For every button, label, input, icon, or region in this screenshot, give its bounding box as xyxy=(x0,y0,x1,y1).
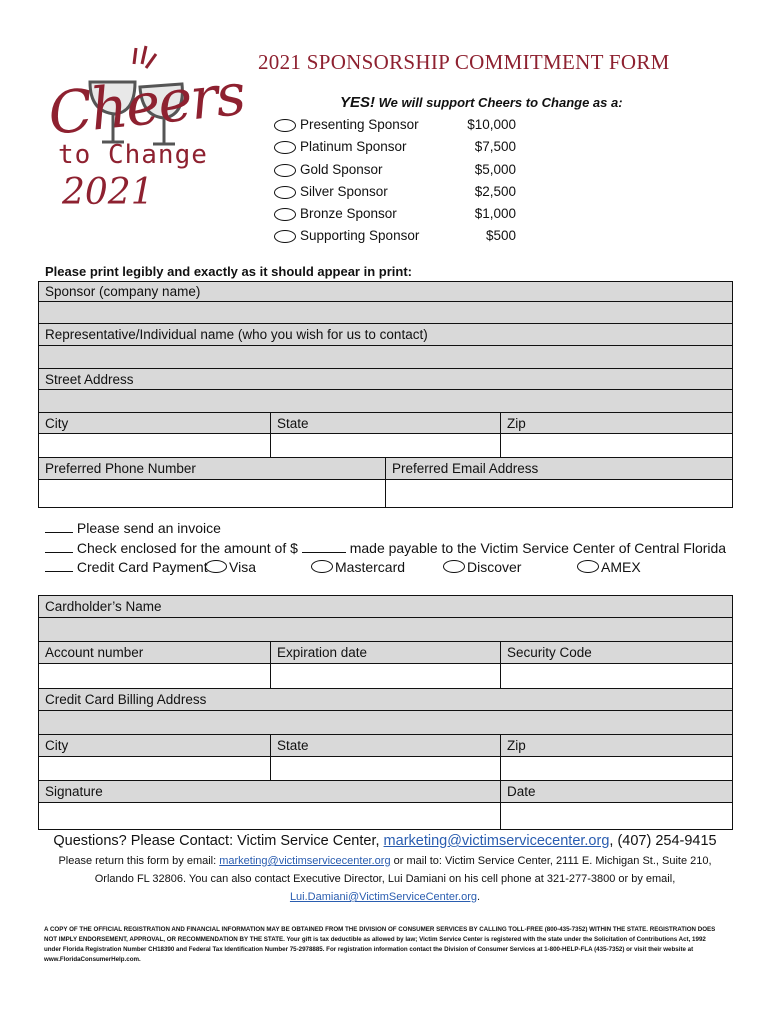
state-input[interactable] xyxy=(271,434,501,458)
amex-label: AMEX xyxy=(601,559,641,575)
radio-oval[interactable] xyxy=(443,560,465,573)
date-input[interactable] xyxy=(501,803,733,830)
director-email-link[interactable]: Lui.Damiani@VictimServiceCenter.org xyxy=(289,891,477,903)
contact-phone: , (407) 254-9415 xyxy=(609,833,717,849)
visa-option[interactable] xyxy=(205,559,256,575)
card-blank[interactable] xyxy=(45,560,73,572)
radio-oval[interactable] xyxy=(274,141,296,154)
level-name: Bronze Sponsor xyxy=(300,206,397,222)
level-platinum[interactable] xyxy=(272,138,532,160)
return-text-c: . xyxy=(476,891,481,903)
billing-label: Credit Card Billing Address xyxy=(39,689,733,711)
security-label: Security Code xyxy=(501,642,733,664)
check-option[interactable] xyxy=(45,540,745,560)
radio-oval[interactable] xyxy=(274,208,296,221)
level-amount: $2,500 xyxy=(474,183,516,199)
return-text-b: or mail to: Victim Service Center, 2111 E. Michigan St., Suite 210, Orlando FL 32806. You can also contact Executive Director, Lui Damiani on his cell phone at 321-277-3800 or by email, xyxy=(94,855,712,885)
support-yes: YES! xyxy=(340,94,376,111)
level-presenting[interactable] xyxy=(272,116,532,138)
sponsor-levels xyxy=(272,116,532,250)
signature-label: Signature xyxy=(39,781,501,803)
check-text-a: Check enclosed for the amount of $ xyxy=(76,539,298,556)
radio-oval[interactable] xyxy=(205,560,227,573)
level-gold[interactable] xyxy=(272,161,532,183)
city-label: City xyxy=(39,413,271,434)
level-name: Presenting Sponsor xyxy=(300,117,419,132)
credit-card-table xyxy=(38,595,733,830)
level-amount: $7,500 xyxy=(474,139,516,155)
level-name: Platinum Sponsor xyxy=(300,139,407,155)
mastercard-label: Mastercard xyxy=(335,559,406,575)
level-supporting[interactable] xyxy=(272,227,532,249)
account-input[interactable] xyxy=(39,664,271,689)
representative-label: Representative/Individual name (who you wish for us to contact) xyxy=(39,324,733,346)
signature-input[interactable] xyxy=(39,803,501,830)
discover-option[interactable] xyxy=(443,559,521,575)
radio-oval[interactable] xyxy=(274,164,296,177)
sponsor-label: Sponsor (company name) xyxy=(39,282,733,302)
sponsor-input[interactable] xyxy=(39,302,733,324)
street-input[interactable] xyxy=(39,390,733,413)
date-label: Date xyxy=(501,781,733,803)
account-label: Account number xyxy=(39,642,271,664)
legal-disclaimer: A COPY OF THE OFFICIAL REGISTRATION AND FINANCIAL INFORMATION MAY BE OBTAINED FROM THE DIVISION OF CONSUMER SERVICES BY CALLING TOLL-FREE (800-435-7352) WITHIN THE STATE. REGISTRATION DOES NOT IMPLY ENDORSEMENT, APPROVAL, OR RECOMMENDATION BY THE STATE. Your gift is tax deductible as allowed by law; Victim Service Center is registered with the state under the Solicitation of Contributions Act, 1992 under Florida Registration Number CH18390 and Federal Tax Identification Number 75-2978885. For registration information contact the Division of Consumer Services at 1-800-HELP-FLA (435-7352) or visit their website at www.FloridaConsumerHelp.com. xyxy=(44,926,716,963)
level-amount: $500 xyxy=(485,228,516,244)
representative-input[interactable] xyxy=(39,346,733,369)
amex-option[interactable] xyxy=(577,559,641,575)
logo-year: 2021 xyxy=(62,172,154,213)
card-city-label: City xyxy=(39,735,271,757)
discover-label: Discover xyxy=(467,559,522,575)
phone-input[interactable] xyxy=(39,480,386,508)
visa-label: Visa xyxy=(229,559,256,575)
level-bronze[interactable] xyxy=(272,205,532,227)
contact-email-link[interactable]: marketing@victimservicecenter.org xyxy=(383,833,610,849)
card-city-input[interactable] xyxy=(39,757,271,781)
invoice-blank[interactable] xyxy=(45,521,73,533)
level-amount: $5,000 xyxy=(474,161,516,177)
level-name: Silver Sponsor xyxy=(300,183,388,199)
cheers-to-change-logo xyxy=(40,40,247,215)
logo-cheers: Cheers xyxy=(44,59,247,149)
cardholder-label: Cardholder’s Name xyxy=(39,596,733,618)
return-instructions xyxy=(40,852,730,906)
level-name: Supporting Sponsor xyxy=(300,228,420,244)
state-label: State xyxy=(271,413,501,434)
check-text-b: made payable to the Victim Service Center of Central Florida xyxy=(349,539,727,556)
sponsor-info-table xyxy=(38,281,733,508)
card-state-input[interactable] xyxy=(271,757,501,781)
level-silver[interactable] xyxy=(272,183,532,205)
contact-line xyxy=(0,833,770,849)
radio-oval[interactable] xyxy=(274,119,296,132)
return-email-link[interactable]: marketing@victimservicecenter.org xyxy=(219,855,391,867)
city-input[interactable] xyxy=(39,434,271,458)
expiration-label: Expiration date xyxy=(271,642,501,664)
level-amount: $1,000 xyxy=(474,206,516,222)
support-statement xyxy=(340,94,623,111)
logo-to-change: to Change xyxy=(58,140,208,170)
contact-prefix: Questions? Please Contact: Victim Service Center, xyxy=(53,833,384,849)
check-blank[interactable] xyxy=(45,541,73,553)
radio-oval[interactable] xyxy=(311,560,333,573)
card-zip-label: Zip xyxy=(501,735,733,757)
invoice-text: Please send an invoice xyxy=(76,520,221,536)
check-amount-blank[interactable] xyxy=(302,541,346,553)
zip-input[interactable] xyxy=(501,434,733,458)
mastercard-option[interactable] xyxy=(311,559,405,575)
email-input[interactable] xyxy=(386,480,733,508)
radio-oval[interactable] xyxy=(577,560,599,573)
radio-oval[interactable] xyxy=(274,230,296,243)
expiration-input[interactable] xyxy=(271,664,501,689)
card-zip-input[interactable] xyxy=(501,757,733,781)
payment-options xyxy=(45,520,745,579)
level-amount: $10,000 xyxy=(467,117,516,132)
email-label: Preferred Email Address xyxy=(386,458,733,480)
phone-label: Preferred Phone Number xyxy=(39,458,386,480)
street-label: Street Address xyxy=(39,369,733,390)
radio-oval[interactable] xyxy=(274,186,296,199)
level-name: Gold Sponsor xyxy=(300,161,383,177)
card-option[interactable] xyxy=(45,559,745,579)
invoice-option[interactable] xyxy=(45,520,745,540)
card-text: Credit Card Payment xyxy=(76,559,208,575)
support-text: We will support Cheers to Change as a: xyxy=(375,95,623,110)
security-input[interactable] xyxy=(501,664,733,689)
return-text-a: Please return this form by email: xyxy=(58,855,220,867)
zip-label: Zip xyxy=(501,413,733,434)
card-state-label: State xyxy=(271,735,501,757)
billing-input[interactable] xyxy=(39,711,733,735)
print-instructions: Please print legibly and exactly as it should appear in print: xyxy=(45,264,412,279)
cardholder-input[interactable] xyxy=(39,618,733,642)
form-title: 2021 SPONSORSHIP COMMITMENT FORM xyxy=(258,50,670,74)
